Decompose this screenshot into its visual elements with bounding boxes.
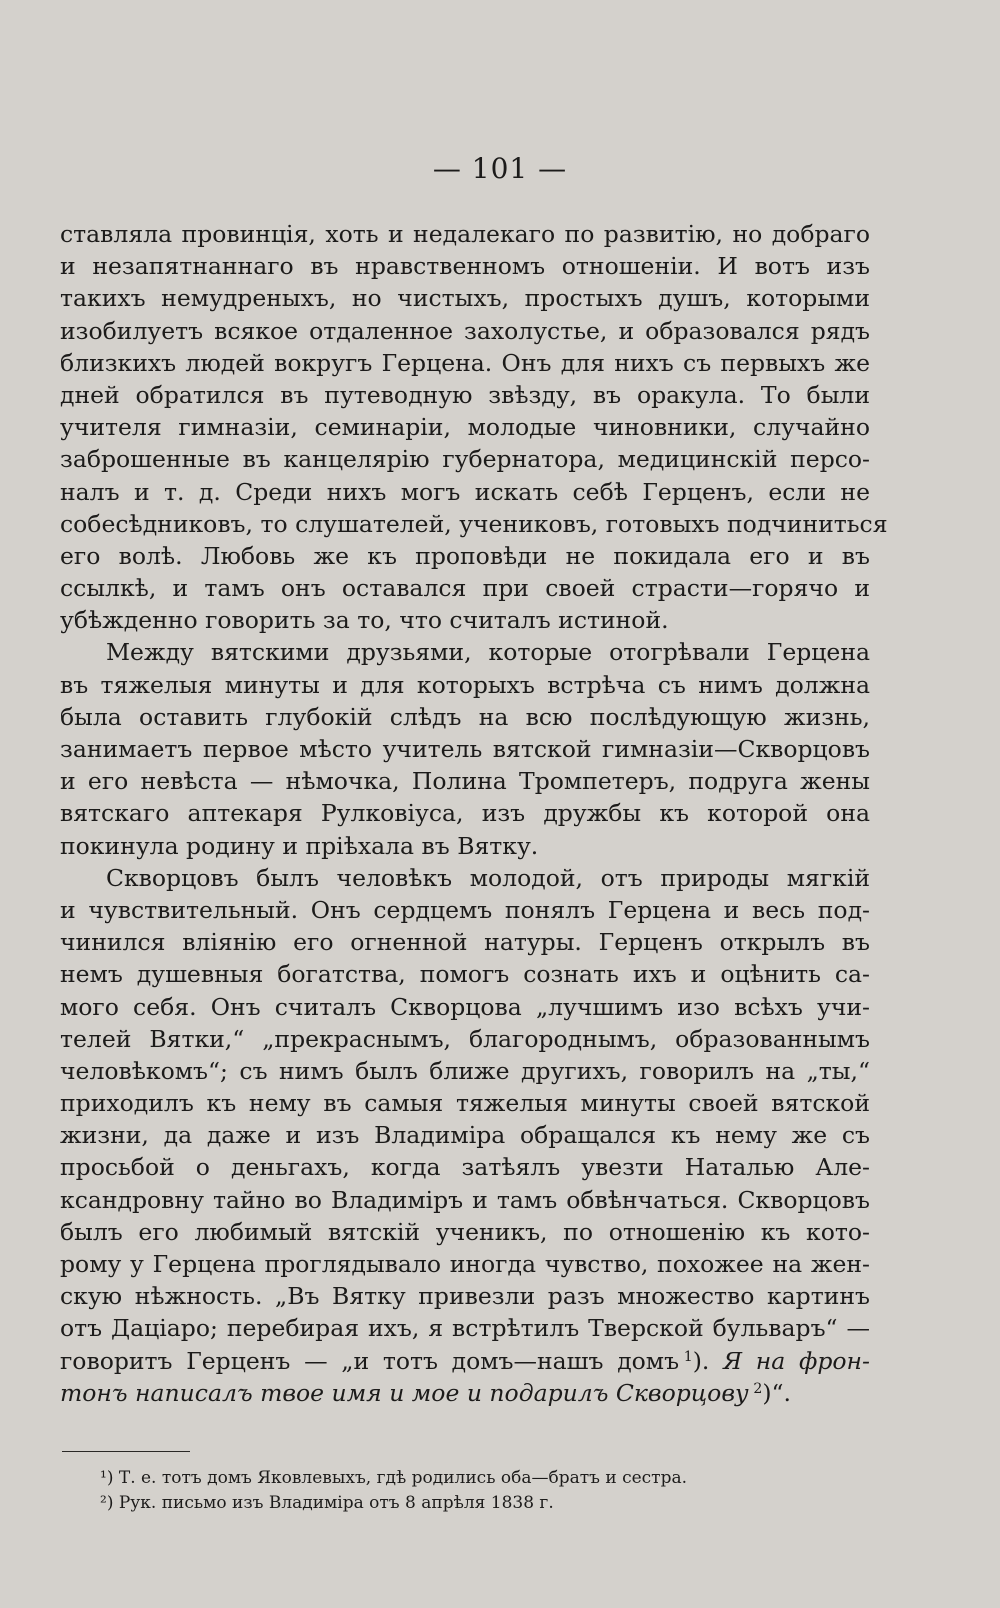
- text-line: вятскаго аптекаря Рулковіуса, изъ дружбы къ которой она: [60, 799, 870, 828]
- text-line: немъ душевныя богатства, помогъ сознать ихъ и оцѣнить са-: [60, 960, 870, 989]
- footnote-divider: [62, 1451, 190, 1452]
- text-line: человѣкомъ“; съ нимъ былъ ближе другихъ, говорилъ на „ты,“: [60, 1056, 870, 1085]
- text-line: изобилуетъ всякое отдаленное захолустье, и образовался рядъ: [60, 316, 870, 345]
- footnote-ref-1: 1: [683, 1348, 693, 1365]
- text-segment: ).: [692, 1346, 710, 1375]
- text-line: близкихъ людей вокругъ Герцена. Онъ для нихъ съ первыхъ же: [60, 348, 870, 377]
- text-line-with-footnote-ref: [60, 1377, 870, 1409]
- text-line: и незапятнаннаго въ нравственномъ отношеніи. И вотъ изъ: [60, 252, 870, 281]
- text-line: мого себя. Онъ считалъ Скворцова „лучшимъ изо всѣхъ учи-: [60, 992, 870, 1021]
- text-line: ксандровну тайно во Владиміръ и тамъ обвѣнчаться. Скворцовъ: [60, 1185, 870, 1214]
- text-line: убѣжденно говорить за то, что считалъ истиной.: [60, 606, 669, 635]
- paragraph-start-line: Между вятскими друзьями, которые отогрѣвали Герцена: [106, 638, 870, 667]
- text-line: такихъ немудреныхъ, но чистыхъ, простыхъ душъ, которыми: [60, 284, 870, 313]
- footnote-ref-2: 2: [753, 1381, 763, 1397]
- footnotes: [100, 1466, 880, 1516]
- text-line: покинула родину и пріѣхала въ Вятку.: [60, 831, 539, 860]
- text-line: и его невѣста — нѣмочка, Полина Тромпетеръ, подруга жены: [60, 767, 870, 796]
- paragraph-start-line: Скворцовъ былъ человѣкъ молодой, отъ природы мягкій: [106, 863, 870, 892]
- footnote-1: ¹) Т. е. тотъ домъ Яковлевыхъ, гдѣ родились оба—братъ и сестра.: [100, 1468, 688, 1488]
- text-line: телей Вятки,“ „прекраснымъ, благороднымъ, образованнымъ: [60, 1024, 870, 1053]
- text-line: занимаетъ первое мѣсто учитель вятской гимназіи—Скворцовъ: [60, 735, 870, 763]
- text-line: отъ Даціаро; перебирая ихъ, я встрѣтилъ Тверской бульваръ“ —: [60, 1314, 870, 1343]
- text-line: ставляла провинція, хоть и недалекаго по развитію, но добраго: [60, 220, 870, 248]
- text-line: его волѣ. Любовь же къ проповѣди не покидала его и въ: [60, 541, 870, 570]
- italic-quote: Я на фрон-: [723, 1346, 870, 1375]
- text-line: и чувствительный. Онъ сердцемъ понялъ Герцена и весь под-: [60, 895, 870, 924]
- text-line: чинился вліянію его огненной натуры. Герценъ открылъ въ: [60, 928, 870, 957]
- text-line: дней обратился въ путеводную звѣзду, въ оракула. То были: [60, 380, 870, 409]
- text-line: приходилъ къ нему въ самыя тяжелыя минуты своей вятской: [60, 1089, 870, 1118]
- page-number: — 101 —: [432, 152, 568, 185]
- footnote-2: ²) Рук. письмо изъ Владиміра отъ 8 апрѣля 1838 г.: [100, 1493, 554, 1513]
- text-line: была оставить глубокій слѣдъ на всю послѣдующую жизнь,: [60, 702, 870, 731]
- text-line: налъ и т. д. Среди нихъ могъ искать себѣ Герценъ, если не: [60, 477, 870, 506]
- text-line: ссылкѣ, и тамъ онъ оставался при своей страсти—горячо и: [60, 574, 870, 603]
- text-line: скую нѣжность. „Въ Вятку привезли разъ множество картинъ: [60, 1282, 870, 1311]
- text-line-with-footnote-ref: [60, 1345, 870, 1377]
- text-line: собесѣдниковъ, то слушателей, учениковъ, готовыхъ подчиниться: [60, 509, 888, 538]
- text-line: просьбой о деньгахъ, когда затѣялъ увезти Наталью Але-: [60, 1153, 870, 1182]
- text-segment: говоритъ Герценъ — „и тотъ домъ—нашъ домъ: [60, 1346, 680, 1375]
- body-text: [60, 218, 888, 1409]
- text-line: учителя гимназіи, семинаріи, молодые чиновники, случайно: [60, 413, 870, 442]
- text-line: жизни, да даже и изъ Владиміра обращался къ нему же съ: [60, 1121, 870, 1150]
- text-line: рому у Герцена проглядывало иногда чувство, похожее на жен-: [60, 1250, 870, 1278]
- italic-quote: тонъ написалъ твое имя и мое и подарилъ Скворцову: [60, 1378, 749, 1407]
- text-line: заброшенные въ канцелярію губернатора, медицинскій персо-: [60, 445, 870, 474]
- text-segment: )“.: [762, 1378, 791, 1407]
- text-line: былъ его любимый вятскій ученикъ, по отношенію къ кото-: [60, 1217, 870, 1246]
- text-line: въ тяжелыя минуты и для которыхъ встрѣча съ нимъ должна: [60, 670, 870, 699]
